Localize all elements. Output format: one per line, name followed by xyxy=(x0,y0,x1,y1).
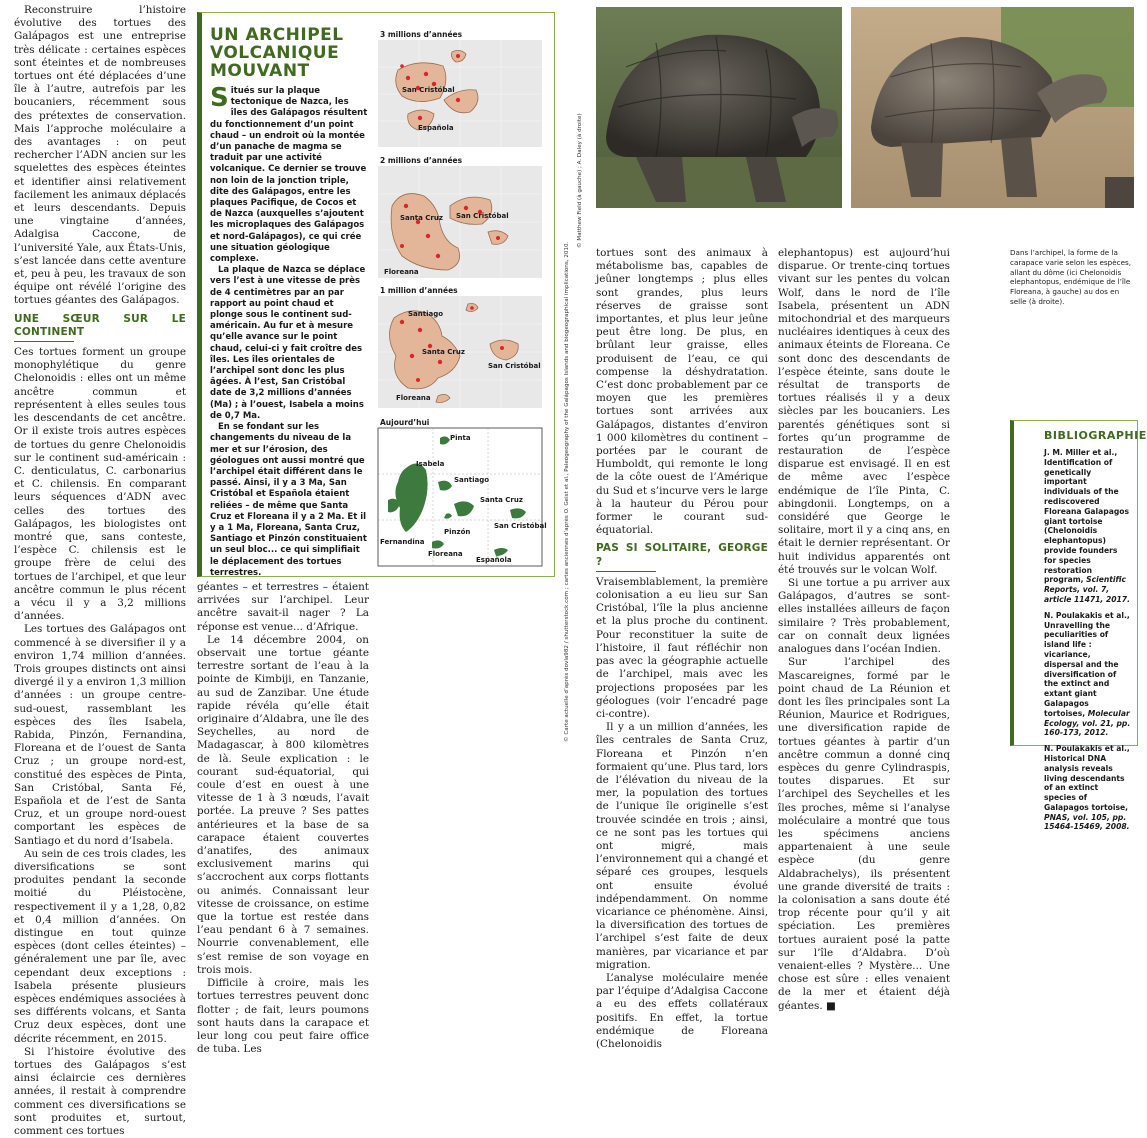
section-heading-george: PAS SI SOLITAIRE, GEORGE ? xyxy=(596,542,768,571)
bibliography-box xyxy=(1010,420,1147,832)
island-label: Española xyxy=(476,556,512,564)
map-today xyxy=(378,428,547,566)
island-label: Santa Cruz xyxy=(480,496,523,504)
map-2ma xyxy=(378,166,542,278)
photo-tortoise-dome xyxy=(596,7,842,208)
map-label-2ma: 2 millions d’années xyxy=(380,156,463,165)
paragraph: Si une tortue a pu arriver aux Galápagos, d’autres se sont-elles installées ailleurs de façon similaire ? Très probablement, car on connaît deux lignées analogues dans l’océan Indien. xyxy=(778,577,950,656)
article-column-4 xyxy=(596,247,768,1051)
article-column-1 xyxy=(14,4,186,1138)
map-1ma xyxy=(378,296,542,408)
bibliography-entry: N. Poulakakis et al., Unravelling the peculiarities of island life : vicariance, dispersal and the diversification of the extinct and extant giant Galapagos tortoises, Molecular Ecology, vol. 21, pp. 160-173, 2012. xyxy=(1044,610,1131,738)
island-label: San Cristóbal xyxy=(402,86,455,94)
paragraph: Si l’histoire évolutive des tortues des Galápagos s’est ainsi éclaircie ces dernières années, il restait à comprendre comment ces diversifications se sont produites et, surtout, comment ces tortues xyxy=(14,1045,186,1138)
paragraph: Le 14 décembre 2004, on observait une tortue géante terrestre sortant de l’eau à la pointe de Kimbiji, en Tanzanie, au sud de Zanzibar. Une étude rapide révéla qu’elle était originaire d’Aldabra, une île des Seychelles, au nord de Madagascar, à 800 kilomètres de là. Seule explication : le courant sud-équatorial, qui coule d’est en ouest à une vitesse de 1 à 3 nœuds, l’avait portée. La preuve ? Ses pattes antérieures et la base de sa carapace étaient couvertes d’anatifes, des animaux exclusivement marins qui s’accrochent aux corps flottants ou animés. Connaissant leur vitesse de croissance, on estime que la tortue est restée dans l’eau pendant 6 à 7 semaines. Nourrie convenablement, elle s’est remise de son voyage en trois mois. xyxy=(197,633,369,976)
sidebar-title: UN ARCHIPEL VOLCANIQUE MOUVANT xyxy=(210,25,344,81)
island-label: Pinzón xyxy=(444,528,471,536)
section-heading-sister: UNE SŒUR SUR LE CONTINENT xyxy=(14,313,186,342)
map-3ma xyxy=(378,40,542,147)
intro-paragraph: Reconstruire l’histoire évolutive des tortues des Galápagos est une entreprise très délicate : certaines espèces sont éteintes et de nombreuses tortues ont été déplacées d’une île à l’autre, autrefois par les boucaniers, récemment sous des prétextes de conservation. Mais l’approche moléculaire a des avantages : on peut rechercher l’ADN ancien sur les squelettes des espèces éteintes et identifier ainsi relativement facilement les animaux déplacés et leurs descendants. Depuis une vingtaine d’années, Adalgisa Caccone, de l’université Yale, aux États-Unis, s’est lancée dans cette aventure et, peu à peu, les travaux de son équipe ont révélé l’origine des tortues géantes des Galápagos. xyxy=(14,4,186,307)
island-label: Santa Cruz xyxy=(400,214,443,222)
photo-caption: Dans l’archipel, la forme de la carapace varie selon les espèces, allant du dôme (ici Chelonoidis elephantopus, endémique de l’île Floreana, à gauche) au dos en selle (à droite). xyxy=(1010,248,1132,306)
island-label: Española xyxy=(418,124,454,132)
island-label: San Cristóbal xyxy=(494,522,547,530)
photo-credit: © Matthew Field (à gauche) ; A. Daley (à droite) xyxy=(577,113,583,248)
paragraph: Les tortues des Galápagos ont commencé à se diversifier il y a environ 1,74 million d’années. Trois groupes distincts ont ainsi divergé il y a environ 1,3 million d’années : un groupe centre-sud-ouest, rassemblant les espèces des îles Isabela, Rabida, Pinzón, Fernandina, Floreana et de l’ouest de Santa Cruz ; un groupe nord-est, constitué des espèces de Pinta, San Cristóbal, Santa Fé, Española et de l’est de Santa Cruz, et un groupe nord-ouest comportant les espèces de Santiago et du nord d’Isabela. xyxy=(14,623,186,847)
paragraph: Au sein de ces trois clades, les diversifications se sont produites pendant la seconde moitié du Pléistocène, respectivement il y a 1,28, 0,82 et 0,4 million d’années. On distingue en tout quinze espèces (dont celles éteintes) – généralement une par île, avec cependant deux exceptions : Isabela présente plusieurs espèces endémiques associées à ses différents volcans, et Santa Cruz deux espèces, dont une décrite récemment, en 2015. xyxy=(14,847,186,1045)
paragraph: Vraisemblablement, la première colonisation a eu lieu sur San Cristóbal, l’île la plus ancienne et la plus proche du continent. Pour reconstituer la suite de l’histoire, il faut réfléchir non pas avec la géographie actuelle de l’archipel, mais avec les projections proposées par les géologues (voir l’encadré page ci-contre). xyxy=(596,575,768,720)
island-label: Pinta xyxy=(450,434,471,442)
paragraph: En se fondant sur les changements du niveau de la mer et sur l’érosion, des géologues ont aussi montré que l’archipel était différent dans le passé. Ainsi, il y a 3 Ma, San Cristóbal et Española étaient reliées – de même que Santa Cruz et Floreana il y a 2 Ma. Et il y a 1 Ma, Floreana, Santa Cruz, Santiago et Pinzón constituaient un seul bloc... ce qui simplifiait le déplacement des tortues terrestres. xyxy=(210,422,367,578)
island-label: Santiago xyxy=(454,476,490,484)
island-label: Fernandina xyxy=(380,538,425,546)
photo-tortoise-saddle xyxy=(851,7,1134,208)
bibliography-title: BIBLIOGRAPHIE xyxy=(1044,429,1147,442)
paragraph: La plaque de Nazca se déplace vers l’est à une vitesse de près de 4 centimètres par an par rapport au point chaud et plonge sous le continent sud-américain. Au fur et à mesure qu’elle avance sur le point chaud, celui-ci y fait croître des îles. Les îles orientales de l’archipel sont donc les plus âgées. À l’est, San Cristóbal date de 3,2 millions d’années (Ma) ; à l’ouest, Isabela a moins de 0,7 Ma. xyxy=(210,265,366,421)
article-column-3 xyxy=(197,581,369,1056)
paragraph: elephantopus) est aujourd’hui disparue. Or trente-cinq tortues vivant sur les pentes du volcan Wolf, dans le nord de l’île Isabela, présentent un ADN mitochondrial et des marqueurs nucléaires identiques à ceux des animaux éteints de Floreana. Ce sont donc des descendants de l’espèce éteinte, sans doute le résultat de transports de tortues réalisés il y a deux siècles par les boucaniers. Les parentés génétiques sont si fortes qu’un programme de restauration de l’espèce disparue est envisagé. Il en est de même avec l’espèce endémique de l’île Pinta, C. abingdonii. Longtemps, on a considéré que George le solitaire, mort il y a cinq ans, en était le dernier représentant. Or huit individus apparentés ont été trouvés sur le volcan Wolf. xyxy=(778,247,950,576)
island-label: San Cristóbal xyxy=(456,212,509,220)
island-label: Santiago xyxy=(408,310,444,318)
map-label-1ma: 1 million d’années xyxy=(380,286,458,295)
map-credit: © Carte actuelle d’après dovla982 / shutterstock.com ; cartes anciennes d’après O. Geist et al., Paleogeography of the Galápagos Islands and biogeographical implications, 2010. xyxy=(564,241,570,742)
island-label: Floreana xyxy=(428,550,463,558)
paragraph: Ces tortues forment un groupe monophylétique du genre Chelonoidis : elles ont un même ancêtre commun et représentent à elles seules tous les descendants de cet ancêtre. Or il existe trois autres espèces de tortues du genre Chelonoidis sur le continent sud-américain : C. denticulatus, C. carbonarius et C. chilensis. En comparant leurs séquences d’ADN avec celles des tortues des Galápagos, les biologistes ont montré que, sans conteste, l’espèce C. chilensis est le groupe frère de celui des tortues de l’archipel, et que leur ancêtre commun le plus récent a vécu il y a 3,2 millions d’années. xyxy=(14,346,186,623)
map-label-today: Aujourd’hui xyxy=(380,418,430,427)
sidebar-text: Situés sur la plaque tectonique de Nazca, les îles des Galápagos résultent du fonctionnement d’un point chaud – un endroit où la montée d’un panache de magma se traduit par une activité volcanique. Ce dernier se trouve non loin de la jonction triple, dite des Galápagos, entre les plaques Pacifique, de Cocos et de Nazca (auxquelles s’ajoutent les microplaques des Galápagos et nord-Galápagos), ce qui crée une situation géologique complexe. La plaque de Nazca se déplace vers l’est à une vitesse de près de 4 centimètres par an par rapport au point chaud et plonge sous le continent sud-américain. Au fur et à mesure qu’elle avance sur le point chaud, celui-ci y fait croître des îles. Les îles orientales de l’archipel sont donc les plus âgées. À l’est, San Cristóbal date de 3,2 millions d’années (Ma) ; à l’ouest, Isabela a moins de 0,7 Ma. En se fondant sur les changements du niveau de la mer et sur l’érosion, des géologues ont aussi montré que l’archipel était différent dans le passé. Ainsi, il y a 3 Ma, San Cristóbal et Española étaient reliées – de même que Santa Cruz et Floreana il y a 2 Ma. Et il y a 1 Ma, Floreana, Santa Cruz, Santiago et Pinzón constituaient un seul bloc... ce qui simplifiait le déplacement des tortues terrestres. xyxy=(210,83,368,578)
island-label: San Cristóbal xyxy=(488,362,541,370)
bibliography-entry: J. M. Miller et al., Identification of genetically important individuals of the rediscovered Floreana Galapagos giant tortoise (Chelonoidis elephantopus) provide founders for species restoration program, Scientific Reports, vol. 7, article 11471, 2017. xyxy=(1044,448,1130,604)
paragraph: géantes – et terrestres – étaient arrivées sur l’archipel. Leur ancêtre savait-il nager ? La réponse est venue... d’Afrique. xyxy=(197,581,369,633)
island-label: Santa Cruz xyxy=(422,348,465,356)
island-label: Floreana xyxy=(384,268,419,276)
bibliography-entry: N. Poulakakis et al., Historical DNA analysis reveals living descendants of an extinct species of Galapagos tortoise, PNAS, vol. 105, pp. 15464-15469, 2008. xyxy=(1044,744,1130,832)
paragraph: Sur l’archipel des Mascareignes, formé par le point chaud de La Réunion et dont les îles principales sont La Réunion, Maurice et Rodrigues, une diversification rapide de tortues géantes à partir d’un ancêtre commun a donné cinq espèces du genre Cylindraspis, toutes disparues. Et sur l’archipel des Seychelles et les îles proches, même si l’analyse moléculaire a montré que tous les spécimens anciens appartenaient à une seule espèce (du genre Aldabrachelys), ils présentent une grande diversité de traits : la colonisation a sans doute été trop récente pour qu’il y ait spéciation. Les premières tortues auraient posé la patte sur l’île d’Aldabra. D’où venaient-elles ? Mystère... Une chose est sûre : elles venaient de la mer et étaient déjà géantes. ■ xyxy=(778,656,950,1012)
article-column-5 xyxy=(778,247,950,1013)
island-label: Floreana xyxy=(396,394,431,402)
dropcap: S xyxy=(210,83,229,113)
paragraph: Difficile à croire, mais les tortues terrestres peuvent donc flotter ; de fait, leurs poumons sont hauts dans la carapace et leur long cou peut faire office de tuba. Les xyxy=(197,977,369,1056)
paragraph: tortues sont des animaux à métabolisme bas, capables de jeûner longtemps ; plus elles sont grandes, plus leurs réserves de graisse sont importantes, et plus leur jeûne peut être long. De plus, en brûlant leur graisse, elles produisent de l’eau, ce qui compense la déshydratation. C’est donc probablement par ce moyen que les premières tortues sont arrivées aux Galápagos, distantes d’environ 1 000 kilomètres du continent – portées par le courant de Humboldt, qui remonte le long de la côte ouest de l’Amérique du Sud et s’incurve vers le large à la hauteur du Pérou pour former le courant sud-équatorial. xyxy=(596,247,768,537)
map-label-3ma: 3 millions d’années xyxy=(380,30,463,39)
paragraph: L’analyse moléculaire menée par l’équipe d’Adalgisa Caccone a eu des effets collatéraux positifs. En effet, la tortue endémique de Floreana (Chelonoidis xyxy=(596,971,768,1050)
island-label: Isabela xyxy=(416,460,445,468)
paragraph: Il y a un million d’années, les îles centrales de Santa Cruz, Floreana et Pinzón n’en formaient qu’une. Plus tard, lors de l’élévation du niveau de la mer, la population des tortues de l’unique île originelle s’est trouvée scindée en trois ; ainsi, ce ne sont pas les tortues qui ont migré, mais l’environnement qui a changé et séparé ces groupes, lesquels ont ensuite évolué indépendamment. On nomme vicariance ce phénomène. Ainsi, la diversification des tortues de l’archipel s’est faite de deux manières, par vicariance et par migration. xyxy=(596,721,768,971)
